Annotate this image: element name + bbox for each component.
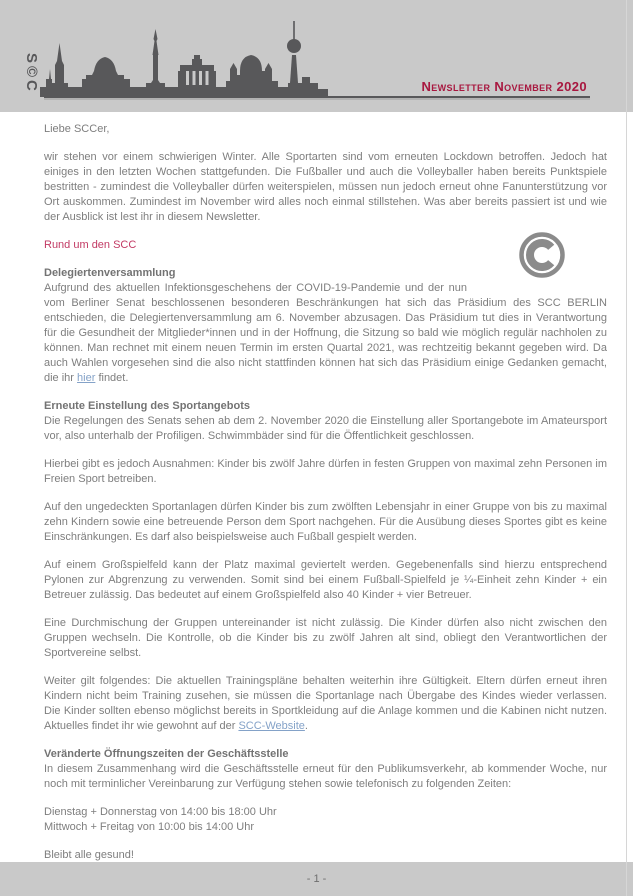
paragraph: Hierbei gibt es jedoch Ausnahmen: Kinder bis zwölf Jahre dürfen in festen Gruppen von maximal zehn Personen im Freien Sport betreiben. <box>44 458 607 485</box>
salutation: Liebe SCCer, <box>44 123 110 135</box>
newsletter-title: Newsletter November 2020 <box>421 79 587 94</box>
paragraph: Eine Durchmischung der Gruppen untereinander ist nicht zulässig. Die Kinder dürfen also nicht zwischen den Gruppen wechseln. Die Kontrolle, ob die Kinder bis zu zwölf Jahren alt sind, obliegt den Verantwortlichen der Sportvereine selbst. <box>44 617 607 659</box>
paragraph-text: . <box>304 720 308 732</box>
page-number: - 1 - <box>306 873 327 885</box>
scc-logo: S©C <box>23 53 40 94</box>
berlin-skyline-graphic <box>40 19 340 97</box>
closing-line: Bleibt alle gesund! <box>44 849 134 861</box>
header-rule <box>44 96 590 100</box>
page-edge-line <box>626 0 627 896</box>
section-heading: Rund um den SCC <box>44 239 137 251</box>
link-scc-website[interactable]: SCC-Website <box>238 720 305 732</box>
page-content <box>0 112 633 876</box>
paragraph-text: Aufgrund des aktuellen Infektionsgeschehens der COVID-19-Pandemie und der nun vom Berliner Senat beschlossenen besonderen Beschränkungen hat sich das Präsidium des SCC BERLIN entschieden, die Delegiertenversammlung am 6. November abzusagen. Das Präsidium tut dies in Verantwortung für die Gesundheit der Mitglieder*innen und in der Hoffnung, die Sitzung so bald wie möglich regulär nachholen zu können. Man rechnet mit einem neuen Termin im ersten Quartal 2021, was rechtzeitig bekannt gegeben wird. Da auch Wahlen vorgesehen sind die also nicht stattfinden können hat sich das Präsidium einige Gedanken gemacht, die ihr <box>44 282 607 384</box>
paragraph-geschaeftsstelle: In diesem Zusammenhang wird die Geschäftsstelle erneut für den Publikumsverkehr, ab kommender Woche, nur noch mit terminlicher Vereinbarung zur Verfügung stehen sowie telefonisch zu folgenden Zeiten: <box>44 763 607 790</box>
paragraph-text: findet. <box>98 372 129 384</box>
link-hier[interactable]: hier <box>77 372 96 384</box>
paragraph-delegierten <box>44 281 607 386</box>
paragraph: Auf einem Großspielfeld kann der Platz maximal geviertelt werden. Gegebenenfalls sind hierzu entsprechend Pylonen zur Abgrenzung zu verwenden. Somit sind bei einem Fußball-Spielfeld je ¼-Einheit zehn Kinder + ein Betreuer zulässig. Das bedeutet auf einem Großspielfeld also 40 Kinder + vier Betreuer. <box>44 559 607 601</box>
paragraph-text: Weiter gilt folgendes: Die aktuellen Trainingspläne behalten weiterhin ihre Gültigkeit. Eltern dürfen erneut ihren Kindern nicht beim Training zusehen, sie müssen die Sportanlage nach Übergabe des Kindes wieder verlassen. Die Kinder sollten ebenso möglichst bereits in Sportkleidung auf die Anlage kommen und die Kabinen nicht nutzen. Aktuelles findet ihr wie gewohnt auf der <box>44 675 607 732</box>
article-heading-sportangebot: Erneute Einstellung des Sportangebots <box>44 400 250 412</box>
paragraph-website <box>44 674 607 734</box>
opening-hours-line: Dienstag + Donnerstag von 14:00 bis 18:00 Uhr <box>44 806 277 818</box>
paragraph: Die Regelungen des Senats sehen ab dem 2. November 2020 die Einstellung aller Sportangebote im Amateursport vor, also unterhalb der Profiligen. Schwimmbäder sind für die Öffentlichkeit geschlossen. <box>44 415 607 442</box>
article-heading-delegierten: Delegiertenversammlung <box>44 267 176 279</box>
opening-hours-line: Mittwoch + Freitag von 10:00 bis 14:00 Uhr <box>44 821 255 833</box>
footer-band <box>0 862 633 896</box>
copyright-icon <box>519 232 565 278</box>
opening-hours <box>44 805 607 835</box>
article-heading-geschaeftsstelle: Veränderte Öffnungszeiten der Geschäftsstelle <box>44 748 289 760</box>
header-band <box>0 0 633 112</box>
paragraph: Auf den ungedeckten Sportanlagen dürfen Kinder bis zum zwölften Lebensjahr in einer Gruppe von bis zu maximal zehn Kindern sowie eine betreuende Person dem Sport nachgehen. Für die Ausübung dieses Sportes gibt es keine Einschränkungen. Es darf also beispielsweise auch Fußball gespielt werden. <box>44 501 607 543</box>
intro-paragraph: wir stehen vor einem schwierigen Winter. Alle Sportarten sind vom erneuten Lockdown betroffen. Jedoch hat einiges in den letzten Wochen stattgefunden. Die Fußballer und auch die Volleyballer haben bereits Punktspiele bestritten - zumindest die Volleyballer dürfen weiterspielen, müssen nun jedoch erneut ohne Fanunterstützung vor Ort auskommen. Zumindest im November wird alles noch einmal stillstehen. Was aber bereits passiert ist und wie der Ausblick ist lest ihr in diesem Newsletter. <box>44 151 607 223</box>
